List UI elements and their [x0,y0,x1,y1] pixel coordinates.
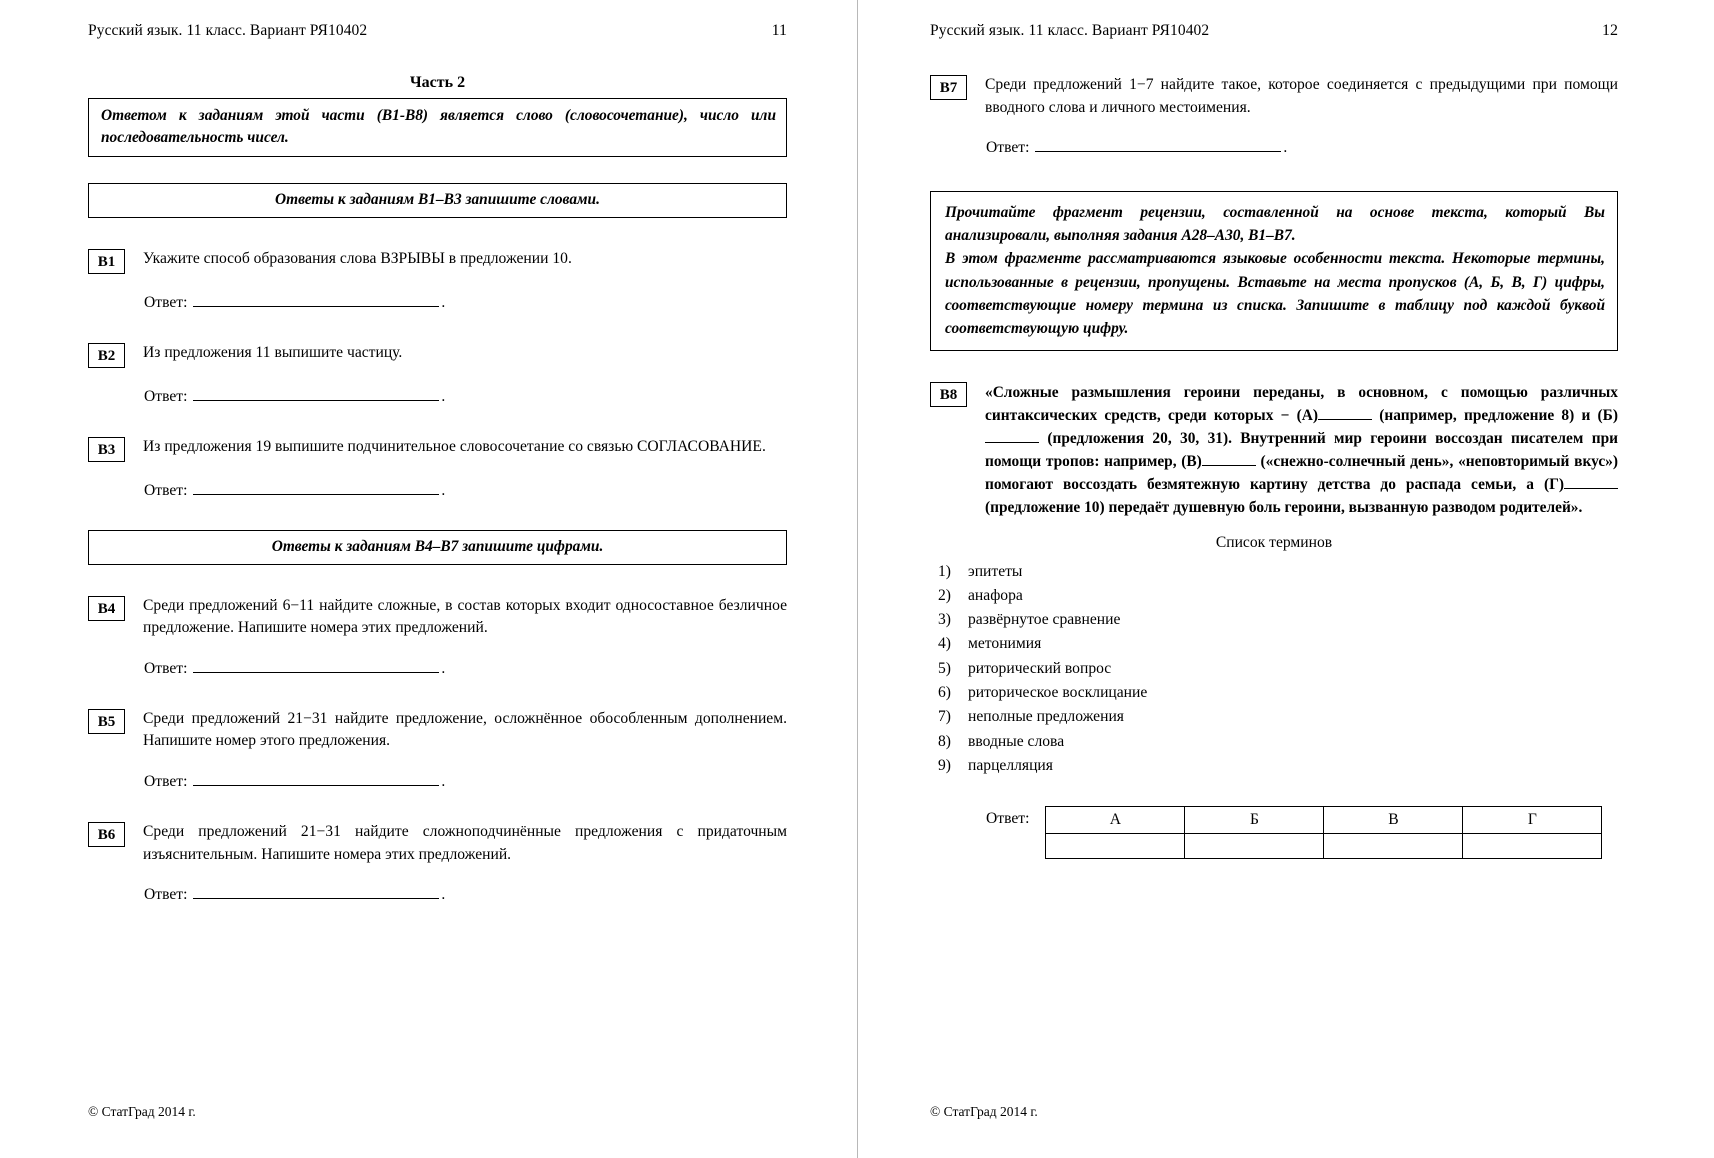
answer-label-b7: Ответ: [986,139,1030,157]
task-b1 [88,248,787,274]
answer-rule-b3[interactable] [193,480,439,495]
b8-part-2: (например, предложение 8) и (Б) [1372,406,1618,424]
task-text-b4: Среди предложений 6−11 найдите сложные, в состав которых входит односоставное безличное предложение. Напишите номера этих предложений. [143,596,787,637]
answer-label-b4: Ответ: [144,659,188,677]
answer-field-b3[interactable]: Ответ: . [144,481,446,499]
term-label: неполные предложения [968,708,1124,726]
answer-rule-b4[interactable] [193,658,439,673]
answer-field-b7[interactable]: Ответ: . [986,139,1288,157]
task-text-b3: Из предложения 19 выпишите подчинительное словосочетание со связью СОГЛАСОВАНИЕ. [143,437,766,455]
band-digits-instruction: Ответы к заданиям В4–В7 запишите цифрами. [88,530,787,565]
term-number: 9) [938,757,951,775]
term-label: риторическое восклицание [968,684,1148,702]
task-code-b7: В7 [930,75,967,100]
task-b3 [88,436,787,462]
term-number: 6) [938,684,951,702]
terms-list-title: Список терминов [1215,533,1333,551]
task-code-b3: В3 [88,437,125,462]
list-item [938,584,1618,608]
table-header-b: Б [1185,807,1324,834]
term-number: 5) [938,659,951,677]
answer-label-b2: Ответ: [144,387,188,405]
table-cell-v[interactable] [1324,834,1463,859]
task-b8 [930,381,1618,520]
answer-table [1045,806,1602,859]
b8-part-4: («снежно-солнечный день», «неповторимый вкус») помогают воссоздать безмятежную картину детства до распада семьи, а (Г) [985,453,1618,494]
list-item [938,632,1618,656]
running-head-title: Русский язык. 11 класс. Вариант РЯ10402 [88,22,368,39]
running-head-title: Русский язык. 11 класс. Вариант РЯ10402 [930,22,1210,39]
answer-label-b8: Ответ: [986,810,1030,828]
footer-right: © СтатГрад 2014 г. [930,1104,1038,1119]
list-item [938,681,1618,705]
table-row-headers [1046,807,1602,834]
answer-rule-b7[interactable] [1035,137,1281,152]
task-b2 [88,342,787,368]
list-item [938,657,1618,681]
b8-part-5: (предложение 10) передаёт душевную боль героини, вызванную разводом родителей». [985,499,1583,517]
list-item [938,608,1618,632]
answer-rule-b6[interactable] [193,884,439,899]
answer-label-b5: Ответ: [144,772,188,790]
part-title: Часть 2 [409,74,466,91]
table-header-g: Г [1463,807,1602,834]
running-head-left [88,22,787,40]
blank-v[interactable] [1202,452,1256,466]
task-text-b6: Среди предложений 21−31 найдите сложноподчинённые предложения с придаточным изъяснительным. Напишите номера этих предложений. [143,822,787,863]
term-label: развёрнутое сравнение [968,611,1121,629]
term-label: эпитеты [968,562,1023,580]
term-label: вводные слова [968,732,1065,750]
term-number: 4) [938,635,951,653]
answer-field-b2[interactable]: Ответ: . [144,387,446,405]
page-number: 11 [771,22,787,39]
task-text-b2: Из предложения 11 выпишите частицу. [143,343,403,361]
term-number: 3) [938,611,951,629]
table-row [1046,834,1602,859]
task-text-b1: Укажите способ образования слова ВЗРЫВЫ в предложении 10. [143,249,572,267]
answer-label-b6: Ответ: [144,886,188,904]
part-instructions-box: Ответом к заданиям этой части (В1-В8) является слово (словосочетание), число или последовательность чисел. [88,98,787,157]
answer-rule-b2[interactable] [193,386,439,401]
task-b5 [88,708,787,753]
term-label: метонимия [968,635,1042,653]
page-right [857,0,1714,1158]
answer-label-b1: Ответ: [144,293,188,311]
running-head-right [930,22,1618,40]
task-code-b1: В1 [88,249,125,274]
table-header-a: А [1046,807,1185,834]
answer-field-b6[interactable]: Ответ: . [144,886,446,904]
task-code-b6: В6 [88,822,125,847]
footer-left: © СтатГрад 2014 г. [88,1104,196,1119]
answer-field-b4[interactable]: Ответ: . [144,659,446,677]
table-cell-a[interactable] [1046,834,1185,859]
term-label: анафора [968,586,1023,604]
term-number: 7) [938,708,951,726]
task-text-b5: Среди предложений 21−31 найдите предложение, осложнённое обособленным дополнением. Напишите номер этого предложения. [143,709,787,750]
table-cell-g[interactable] [1463,834,1602,859]
term-label: парцелляция [968,757,1053,775]
band-words-instruction: Ответы к заданиям В1–В3 запишите словами. [88,183,787,218]
list-item [938,560,1618,584]
answer-rule-b1[interactable] [193,292,439,307]
task-b6 [88,821,787,866]
task-code-b8: В8 [930,382,967,407]
blank-b[interactable] [985,429,1039,443]
b8-part-3: (предложения 20, 30, 31). Внутренний мир героини воссоздан писателем при помощи тропов: например, (В) [985,430,1618,471]
answer-rule-b5[interactable] [193,771,439,786]
table-header-v: В [1324,807,1463,834]
b8-part-1: «Сложные размышления героини переданы, в основном, с помощью различных синтаксических средств, среди которых − (А) [985,383,1618,424]
task-code-b5: В5 [88,709,125,734]
blank-g[interactable] [1564,475,1618,489]
term-label: риторический вопрос [968,659,1112,677]
term-number: 2) [938,586,951,604]
list-item [938,730,1618,754]
answer-label-b3: Ответ: [144,481,188,499]
task-code-b2: В2 [88,343,125,368]
review-instruction-line-2: В этом фрагменте рассматриваются языковые особенности текста. Некоторые термины, использованные в рецензии, пропущены. Вставьте на места пропусков (А, Б, В, Г) цифры, соответствующие номеру термина из списка. Запишите в таблицу под каждой буквой соответствующую цифру. [945,250,1605,337]
term-number: 1) [938,562,951,580]
list-item [938,705,1618,729]
answer-field-b1[interactable]: Ответ: . [144,293,446,311]
terms-list [938,560,1618,779]
task-b4 [88,595,787,640]
review-instructions-box [930,191,1618,351]
task-text-b7: Среди предложений 1−7 найдите такое, которое соединяется с предыдущими при помощи вводного слова и личного местоимения. [985,76,1618,116]
term-number: 8) [938,732,951,750]
list-item [938,754,1618,778]
task-text-b8 [985,381,1618,520]
task-b7 [930,74,1618,119]
answer-table-area [986,806,1618,859]
answer-field-b5[interactable]: Ответ: . [144,772,446,790]
page-number: 12 [1602,22,1618,39]
table-cell-b[interactable] [1185,834,1324,859]
blank-a[interactable] [1318,406,1372,420]
task-code-b4: В4 [88,596,125,621]
review-instruction-line-1: Прочитайте фрагмент рецензии, составленной на основе текста, который Вы анализировали, выполняя задания А28–А30, В1–В7. [945,204,1605,245]
